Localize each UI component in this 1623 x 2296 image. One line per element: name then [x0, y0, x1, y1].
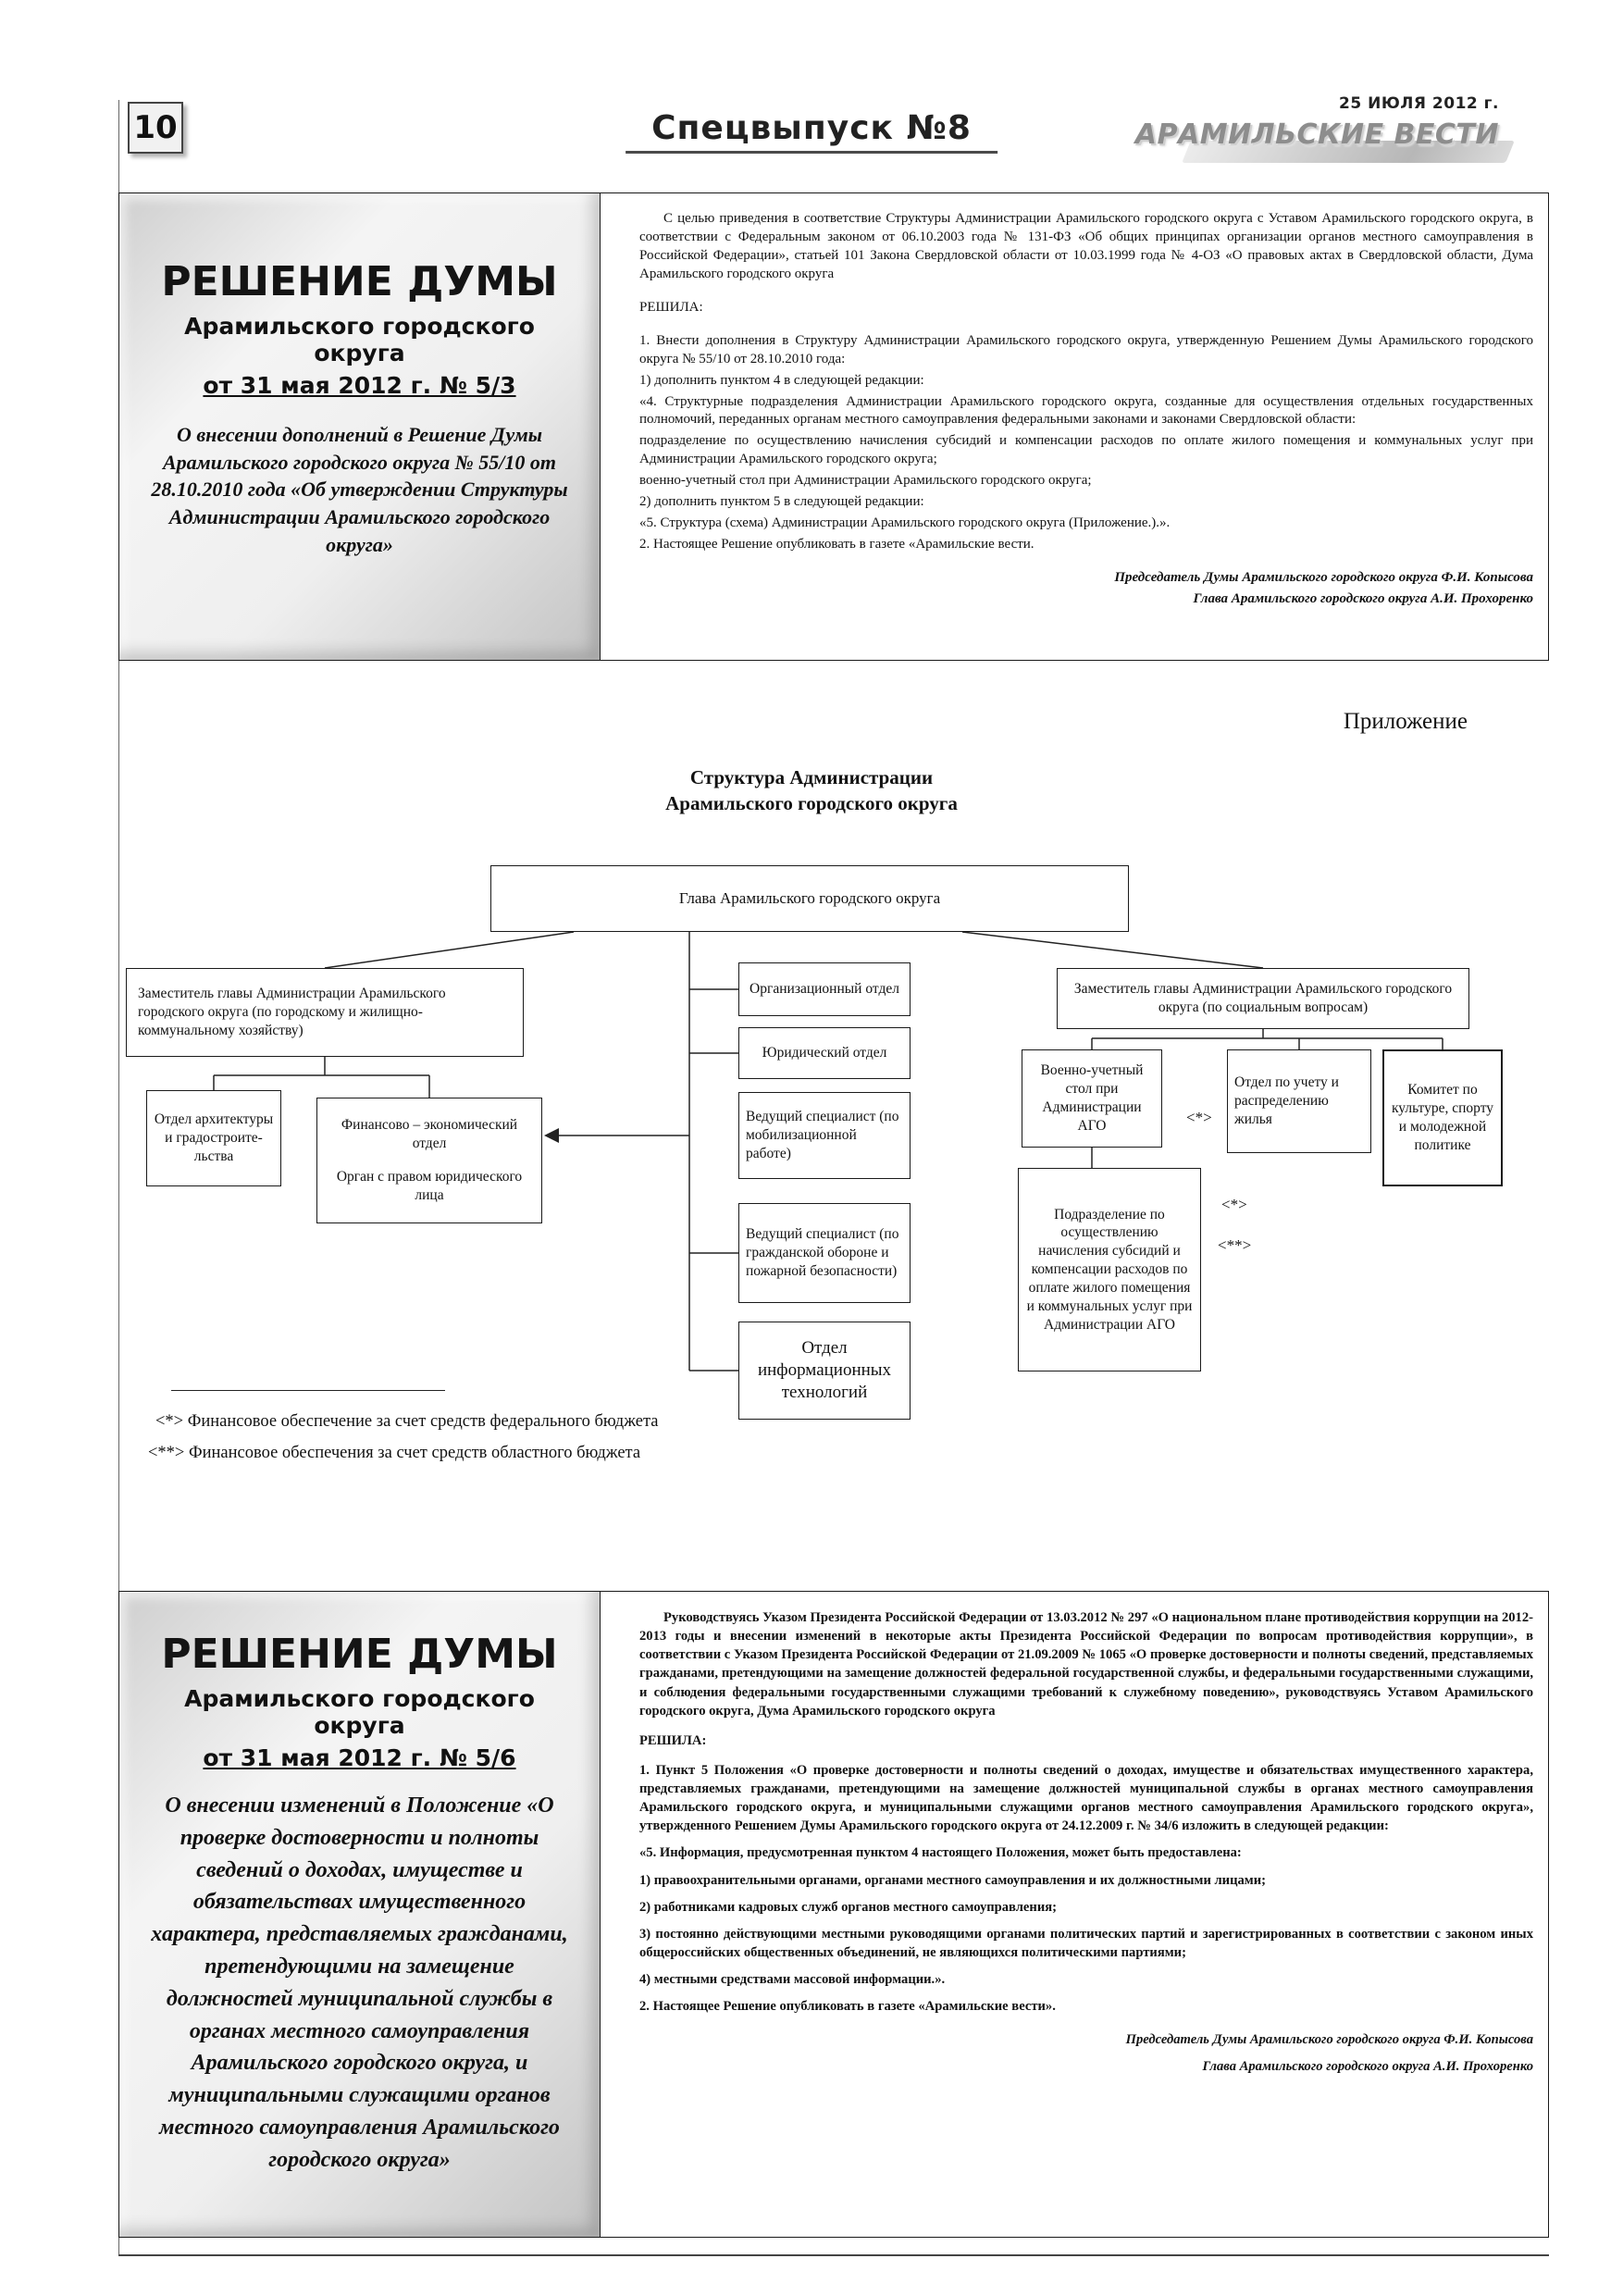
arrowhead-icon [544, 1128, 559, 1143]
paragraph: Руководствуясь Указом Президента Российской Федерации от 13.03.2012 № 297 «О национальном плане противодействия коррупции на 2012-2013 годы и внесении изменений в некоторые акты Президента Российской Федерации по вопросам противодействия коррупции», в соответствии с Указом Президента Российской Федерации от 21.09.2009 № 1065 «О проверке достоверности и полноты сведений, представляемых гражданами, претендующими на замещение должностей федеральной государственной службы, и федеральными государственными служащими, и соблюдения федеральными государственными служащими требований к служебному поведению», руководствуясь Уставом Арамильского городского округа, Дума Арамильского городского округа [639, 1610, 1533, 1719]
orgchart-node-finance-title: Финансово – экономический отдел [341, 1117, 518, 1152]
orgchart-node-organizational: Организационный отдел [738, 962, 911, 1016]
signature-head: Глава Арамильского городского округа А.И. Прохоренко [1193, 590, 1533, 606]
orgchart-node-subsidies: Подразделение по осуществлению начисления субсидий и компенсации расходов по оплате жилого помещения и коммунальных услуг при Администрации АГО [1018, 1168, 1201, 1371]
paragraph: 1. Пункт 5 Положения «О проверке достоверности и полноты сведений о доходах, имуществе и обязательствах имущественного характера, представляемых гражданами, претендующими на замещение должностей муниципальной службы в органах местного самоуправления Арамильского городского округа, и муниципальными служащими органов местного самоуправления Арамильского городского округа», утвержденного Решением Думы Арамильского городского округа от 24.12.2009 г. № 34/6 изложить в следующей редакции: [639, 1762, 1533, 1834]
paragraph: «4. Структурные подразделения Администрации Арамильского городского округа, созданные для осуществления отдельных государственных полномочий, переданных органам местного самоуправления федеральными законами и законами Свердловской области: [639, 393, 1533, 428]
resolved-label: РЕШИЛА: [639, 299, 703, 315]
orgchart-node-finance [316, 1098, 542, 1223]
orgchart-title-line2: Арамильского городского округа [665, 792, 958, 815]
paragraph: «5. Информация, предусмотренная пунктом 4 настоящего Положения, может быть предоставлена: [639, 1845, 1242, 1861]
footnote-star: <*> Финансовое обеспечение за счет средств федерального бюджета [155, 1412, 659, 1431]
page-frame-bottom [118, 2254, 1549, 2256]
signature-head: Глава Арамильского городского округа А.И. Прохоренко [1202, 2059, 1533, 2075]
signature-block [639, 2030, 1533, 2076]
paragraph: военно-учетный стол при Администрации Арамильского городского округа; [639, 473, 1092, 489]
orgchart-node-culture: Комитет по культуре, спорту и молодежной политике [1382, 1049, 1503, 1186]
masthead-logo: АРАМИЛЬСКИЕ ВЕСТИ [1134, 118, 1499, 151]
footnote-double-star: <**> Финансовое обеспечения за счет средств областного бюджета [148, 1444, 641, 1462]
decision-2-panel [119, 1592, 601, 2237]
orgchart-node-housing: Отдел по учету и распределению жилья [1227, 1049, 1371, 1153]
footnote-mark-double-star: <**> [1218, 1236, 1252, 1254]
orgchart-node-deputy-left: Заместитель главы Администрации Арамильского городского округа (по городскому и жилищно-коммунальному хозяйству) [126, 968, 524, 1057]
footnote-mark-star: <*> [1221, 1196, 1247, 1213]
issue-date: 25 ИЮЛЯ 2012 г. [1339, 94, 1499, 113]
paragraph: С целью приведения в соответствие Структуры Администрации Арамильского городского округа с Уставом Арамильского городского округа, в соответствии с Федеральным законом от 06.10.2003 года № 131-ФЗ «Об общих принципах организации органов местного самоуправления в Российской Федерации», статьей 101 Закона Свердловской области от 10.03.1999 года № 4-ОЗ «О правовых актах в Свердловской области, Дума Арамильского городского округа [639, 211, 1533, 281]
decision-1-panel [119, 193, 601, 660]
decision-2-body [601, 1592, 1548, 2237]
orgchart-node-architecture: Отдел архитектуры и градостроите-льства [146, 1090, 281, 1186]
decision-1-title: РЕШЕНИЕ ДУМЫ [161, 258, 558, 305]
paragraph: 2) работниками кадровых служб органов местного самоуправления; [639, 1899, 1057, 1915]
orgchart-node-deputy-right: Заместитель главы Администрации Арамильского городского округа (по социальным вопросам) [1057, 968, 1469, 1029]
paragraph: «5. Структура (схема) Администрации Арамильского городского округа (Приложение.).». [639, 515, 1171, 531]
page-number: 10 [128, 102, 183, 154]
footnote-rule [171, 1390, 445, 1391]
paragraph: 4) местными средствами массовой информации.». [639, 1972, 946, 1987]
orgchart-node-it: Отдел информационных технологий [738, 1322, 911, 1420]
decision-1-body [601, 193, 1548, 660]
orgchart-title [0, 764, 1623, 817]
orgchart-node-finance-sub: Орган с правом юридического лица [336, 1169, 523, 1203]
appendix-label: Приложение [1343, 709, 1468, 734]
signature-block [639, 569, 1533, 609]
decision-1-article [118, 192, 1549, 661]
decision-2-subtitle: Арамильского городского округа [184, 1685, 535, 1739]
signature-chairman: Председатель Думы Арамильского городского округа Ф.И. Копысова [1114, 570, 1533, 585]
orgchart-node-head: Глава Арамильского городского округа [490, 865, 1129, 932]
paragraph: 3) постоянно действующими местными руководящими органами политических партий и зарегистрированных в соответствии с законом иных общероссийских общественных объединений, не являющихся политическими партиями; [639, 1926, 1533, 1960]
paragraph: 2. Настоящее Решение опубликовать в газете «Арамильские вести. [639, 537, 1035, 552]
footnote-mark-star: <*> [1186, 1109, 1212, 1126]
signature-chairman: Председатель Думы Арамильского городского округа Ф.И. Копысова [1125, 2032, 1533, 2048]
paragraph: подразделение по осуществлению начисления субсидий и компенсации расходов по оплате жилого помещения и коммунальных услуг при Администрации Арамильского городского округа; [639, 433, 1533, 467]
decision-1-subtitle: Арамильского городского округа [184, 313, 535, 366]
orgchart-node-military-desk: Военно-учетный стол при Администрации АГО [1022, 1049, 1162, 1148]
resolved-label: РЕШИЛА: [639, 1732, 707, 1748]
paragraph: 1. Внести дополнения в Структуру Администрации Арамильского городского округа, утвержденную Решением Думы Арамильского городского округа № 55/10 от 28.10.2010 года: [639, 332, 1533, 366]
issue-title: Спецвыпуск №8 [626, 109, 997, 154]
decision-1-date-line: от 31 мая 2012 г. № 5/3 [203, 372, 516, 399]
decision-1-summary: О внесении дополнений в Решение Думы Арамильского городского округа № 55/10 от 28.10.2010 года «Об утверждении Структуры Администрации Арамильского городского округа» [151, 423, 568, 556]
orgchart-node-specialist-civil-defense: Ведущий специалист (по гражданской обороне и пожарной безопасности) [738, 1203, 911, 1303]
decision-2-title: РЕШЕНИЕ ДУМЫ [161, 1631, 558, 1678]
orgchart-title-line1: Структура Администрации [689, 766, 934, 788]
decision-2-article [118, 1591, 1549, 2238]
paragraph: 2. Настоящее Решение опубликовать в газете «Арамильские вести». [639, 1999, 1056, 2015]
orgchart-node-specialist-mobilization: Ведущий специалист (по мобилизационной работе) [738, 1092, 911, 1179]
paragraph: 2) дополнить пунктом 5 в следующей редакции: [639, 494, 924, 510]
decision-2-summary: О внесении изменений в Положение «О проверке достоверности и полноты сведений о доходах, имуществе и обязательствах имущественного характера, представляемых гражданами, претендующими на замещение должностей муниципальной службы в органах местного самоуправления Арамильского городского округа, и муниципальными служащими органов местного самоуправления Арамильского городского округа» [151, 1793, 568, 2172]
paragraph: 1) правоохранительными органами, органами местного самоуправления и их должностными лицами; [639, 1872, 1267, 1888]
orgchart-node-legal: Юридический отдел [738, 1027, 911, 1079]
paragraph: 1) дополнить пунктом 4 в следующей редакции: [639, 372, 924, 388]
decision-2-date-line: от 31 мая 2012 г. № 5/6 [203, 1744, 516, 1771]
